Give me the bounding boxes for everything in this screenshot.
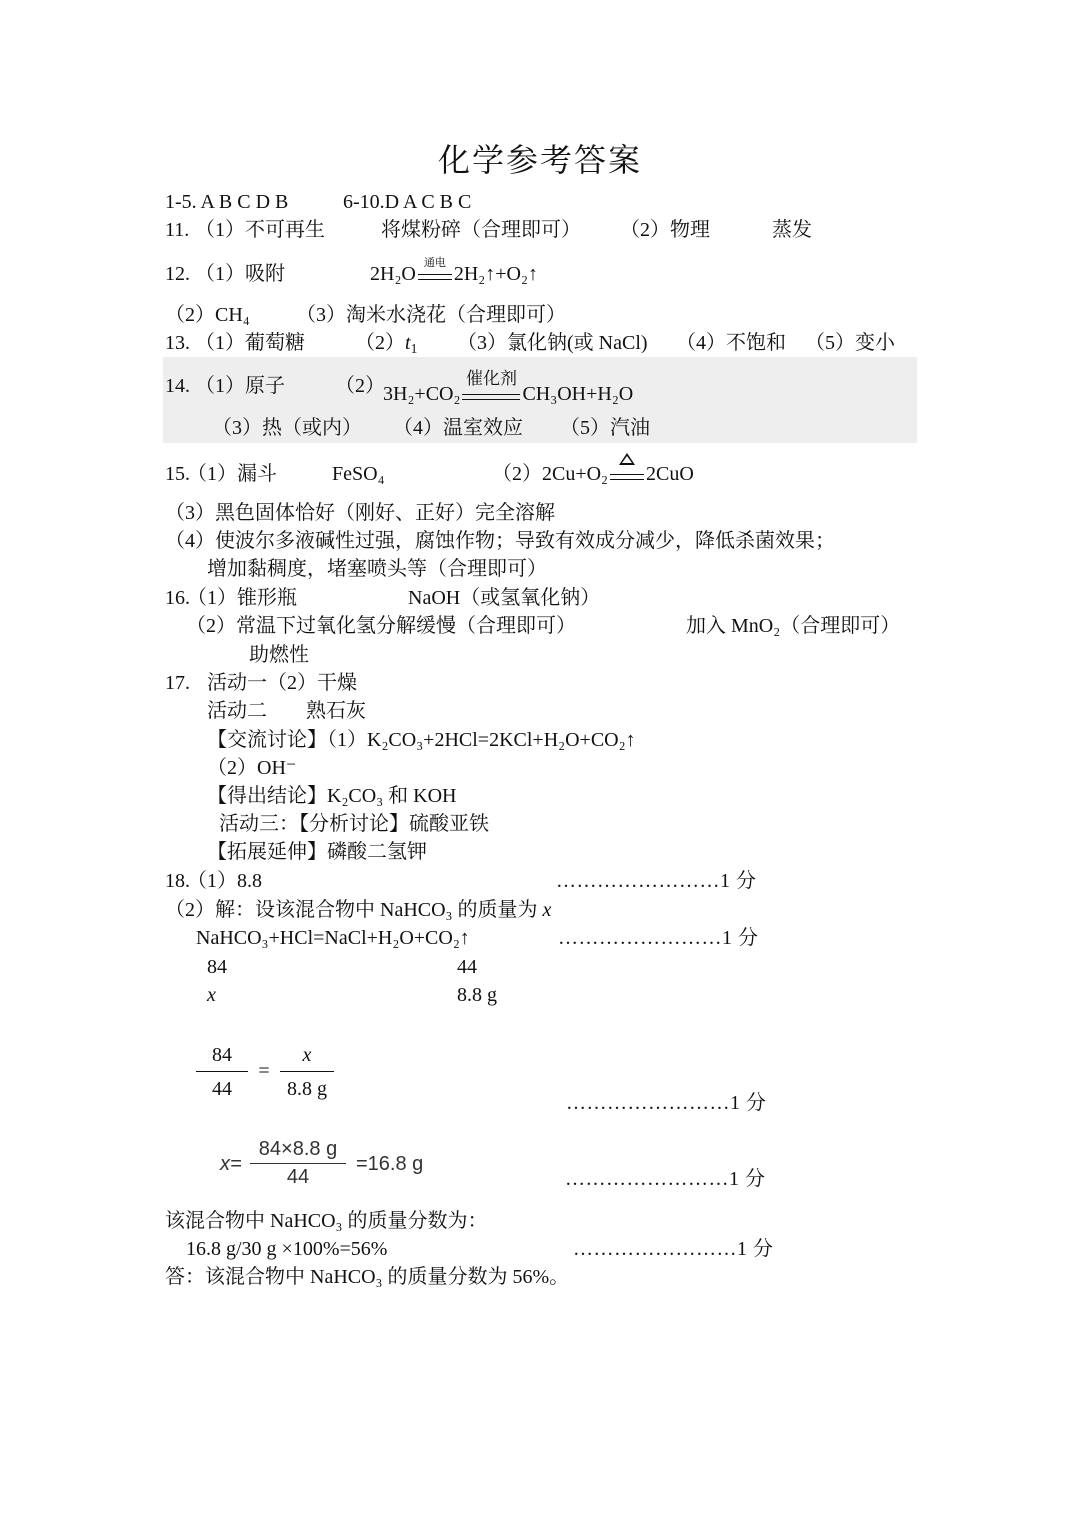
q14-part1: （1）原子 [195,375,285,397]
calc-numerator: 84×8.8 g [258,1138,338,1160]
fraction-bar [280,1071,334,1072]
q16-part1-b: NaOH（或氢氧化钠） [408,587,601,609]
q12-part3: （3）淘米水浇花（合理即可） [296,304,566,326]
q16-part3: 助燃性 [249,644,309,666]
q13-part5: （5）变小 [805,332,895,354]
q12-number: 12. [165,263,190,285]
q18-var-2: 8.8 g [457,984,497,1006]
q13-part2-sub: 1 [410,340,418,356]
q11-part2: （2）物理 [620,219,710,241]
q11-part1: （1）不可再生 [195,219,325,241]
page-title: 化学参考答案 [437,142,642,178]
q12-equation [370,256,538,286]
q15-part3: （3）黑色固体恰好（刚好、正好）完全溶解 [165,502,555,524]
q18-mass-1: 84 [207,956,227,978]
q17-activity1: 活动一（2）干燥 [207,672,357,694]
q14-equation [383,369,634,406]
fraction-left-denominator: 44 [212,1078,232,1100]
q18-part2 [165,898,551,922]
fraction-right-denominator: 8.8 g [287,1078,327,1100]
q18-number: 18. [165,870,190,892]
q13-part4: （4）不饱和 [676,332,786,354]
q12-eq-left: 2H₂O [370,263,416,285]
q14-eq-right: CH₃OH+H₂O [522,383,634,405]
q17-discussion2: （2）OH⁻ [207,757,297,779]
q14-part2: （2） [335,375,385,397]
equals-sign-icon [608,462,646,486]
equals-sign: = [258,1060,270,1082]
answers-6-10: 6-10.D A C B C [343,191,472,213]
q13-part2-var: t [405,332,411,354]
q17-activity2-b: 熟石灰 [306,700,366,722]
q12-part1: （1）吸附 [195,263,285,285]
q18-mass-2: 44 [457,956,477,978]
q14-part4: （4）温室效应 [393,417,523,439]
q12-eq-condition: 通电 [423,256,446,269]
calc-result: =16.8 g [356,1153,424,1175]
q13-part1: （1）葡萄糖 [195,332,305,354]
q15-part4-a: （4）使波尔多液碱性过强，腐蚀作物；导致有效成分减少，降低杀菌效果； [165,530,835,552]
q15-part1: （1）漏斗 [187,463,277,485]
calc-lhs: x= [220,1153,242,1175]
heat-triangle-icon [619,453,635,465]
score-mark: ……………………1 分 [556,870,757,892]
q15-equation [492,462,694,486]
fraction-bar [250,1163,346,1164]
answers-1-5: 1-5. A B C D B [165,191,289,213]
q16-part1: （1）锥形瓶 [187,587,297,609]
q14-part3: （3）热（或内） [212,417,362,439]
q11-part2-b: 蒸发 [772,219,812,241]
q18-percent-calc: 16.8 g/30 g ×100%=56% [186,1238,388,1260]
q15-part1-b: FeSO₄ [332,463,385,485]
calc-denominator: 44 [286,1166,310,1188]
q18-part1: （1）8.8 [187,870,262,892]
q15-eq-right: 2CuO [646,463,694,485]
q12-eq-right: 2H₂↑+O₂↑ [453,263,538,285]
q18-answer: 答：该混合物中 NaHCO₃ 的质量分数为 56%。 [165,1266,570,1288]
q17-discussion1: 【交流讨论】（1）K₂CO₃+2HCl=2KCl+H₂O+CO₂↑ [207,729,636,751]
score-mark: ……………………1 分 [566,1092,767,1114]
q13-part2 [355,331,417,355]
q14-eq-condition: 催化剂 [465,369,517,389]
equals-sign-icon [416,256,454,286]
q16-part2: （2）常温下过氧化氢分解缓慢（合理即可） [186,615,576,637]
fraction-bar [196,1071,248,1072]
q13-part2-label: （2） [355,332,405,354]
q18-part2-text: （2）解：设该混合物中 NaHCO₃ 的质量为 [165,899,538,921]
q18-equation: NaHCO₃+HCl=NaCl+H₂O+CO₂↑ [196,927,470,949]
score-mark: ……………………1 分 [565,1168,766,1190]
q14-part5: （5）汽油 [560,417,650,439]
q14-eq-left: 3H₂+CO₂ [383,383,461,405]
q11-part1-b: 将煤粉碎（合理即可） [381,219,581,241]
q17-conclusion: 【得出结论】K₂CO₃ 和 KOH [207,785,457,807]
q15-eq-left: （2）2Cu+O₂ [492,463,609,485]
q16-part2-b: 加入 MnO₂（合理即可） [686,615,901,637]
q18-variable: x [542,899,552,921]
q17-activity2: 活动二 [207,700,267,722]
fraction-left-numerator: 84 [212,1044,232,1066]
q13-part3: （3）氯化钠(或 NaCl) [457,332,648,354]
q16-number: 16. [165,587,190,609]
q14-number: 14. [165,375,190,397]
q17-extension: 【拓展延伸】磷酸二氢钾 [207,841,427,863]
score-mark: ……………………1 分 [573,1238,774,1260]
q15-part4-b: 增加黏稠度，堵塞喷头等（合理即可） [207,558,547,580]
score-mark: ……………………1 分 [558,927,759,949]
q18-percent-label: 该混合物中 NaHCO₃ 的质量分数为： [165,1210,488,1232]
q13-number: 13. [165,332,190,354]
equals-sign-icon [460,369,522,406]
q12-part2: （2）CH₄ [165,304,250,326]
q17-number: 17. [165,672,190,694]
q11-number: 11. [165,219,190,241]
q15-number: 15. [165,463,190,485]
fraction-right-numerator: x [302,1044,312,1066]
q17-activity3: 活动三：【分析讨论】硫酸亚铁 [219,813,489,835]
q18-var-1: x [207,984,216,1006]
